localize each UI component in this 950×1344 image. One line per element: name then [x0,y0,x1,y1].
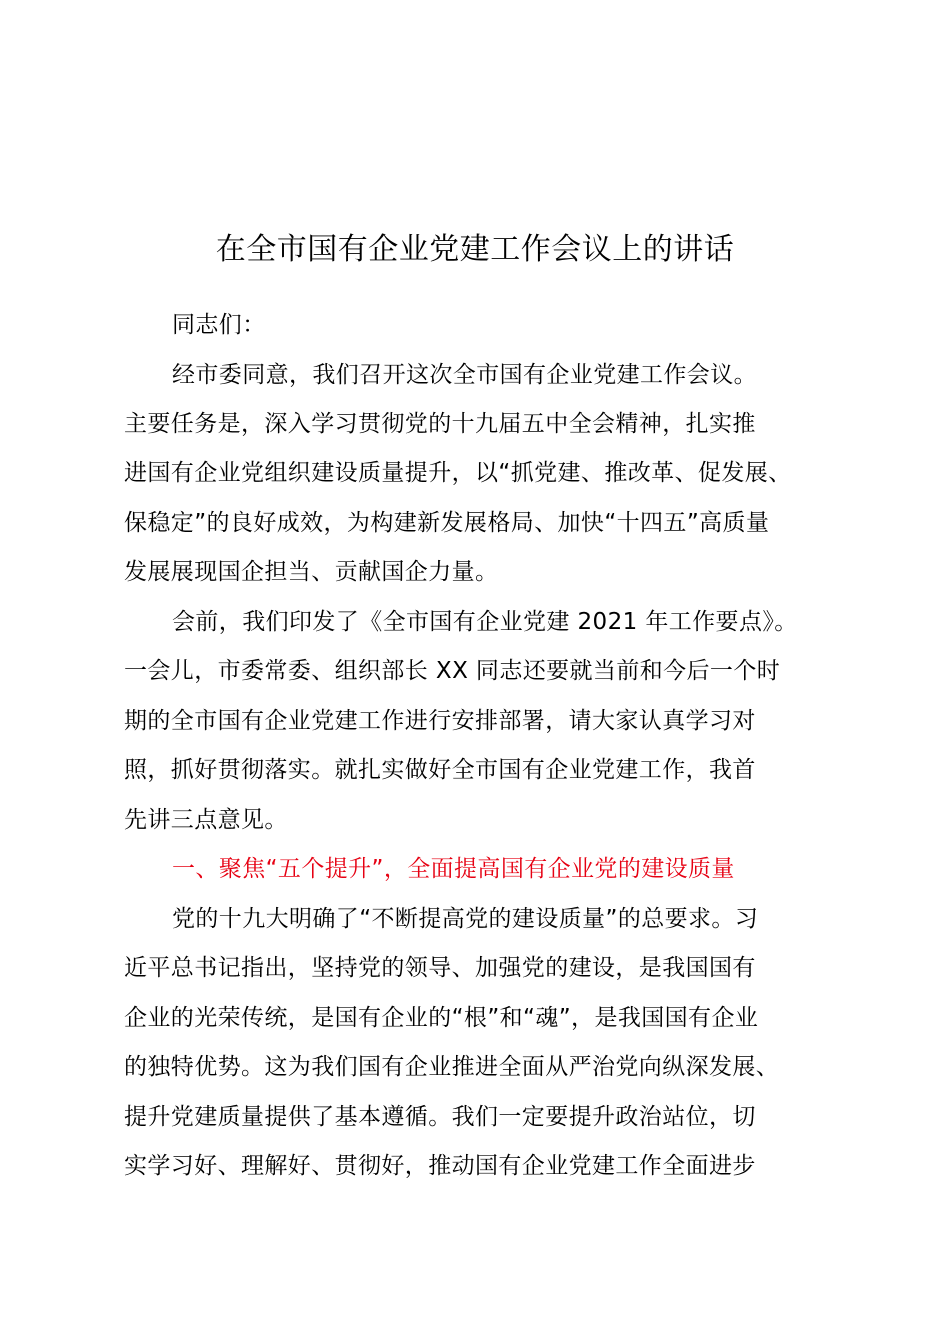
section-heading: 一、聚焦“五个提升”，全面提高国有企业党的建设质量 [172,856,735,882]
paragraph-line: 提升党建质量提供了基本遵循。我们一定要提升政治站位，切 [124,1104,756,1130]
paragraph-line: 一会儿，市委常委、组织部长 XX 同志还要就当前和今后一个时 [124,658,781,684]
paragraph-line: 期的全市国有企业党建工作进行安排部署，请大家认真学习对 [124,708,756,734]
paragraph-line: 进国有企业党组织建设质量提升，以“抓党建、推改革、促发展、 [124,460,792,486]
paragraph-line: 近平总书记指出，坚持党的领导、加强党的建设，是我国国有 [124,955,756,981]
paragraph-line: 企业的光荣传统，是国有企业的“根”和“魂”，是我国国有企业 [124,1005,759,1031]
paragraph-line: 经市委同意，我们召开这次全市国有企业党建工作会议。 [172,362,757,388]
paragraph-line: 党的十九大明确了“不断提高党的建设质量”的总要求。习 [172,906,759,932]
paragraph-line: 会前，我们印发了《全市国有企业党建 2021 年工作要点》。 [172,609,798,635]
paragraph-line: 保稳定”的良好成效，为构建新发展格局、加快“十四五”高质量 [124,510,770,536]
paragraph-line: 实学习好、理解好、贯彻好，推动国有企业党建工作全面进步 [124,1153,756,1179]
paragraph-line: 照，抓好贯彻落实。就扎实做好全市国有企业党建工作，我首 [124,757,756,783]
paragraph-line: 先讲三点意见。 [124,807,288,833]
paragraph-line: 的独特优势。这为我们国有企业推进全面从严治党向纵深发展、 [124,1054,780,1080]
paragraph-line: 主要任务是，深入学习贯彻党的十九届五中全会精神，扎实推 [124,411,756,437]
salutation: 同志们： [172,312,266,338]
document-title: 在全市国有企业党建工作会议上的讲话 [215,232,735,267]
paragraph-line: 发展展现国企担当、贡献国企力量。 [124,559,499,585]
